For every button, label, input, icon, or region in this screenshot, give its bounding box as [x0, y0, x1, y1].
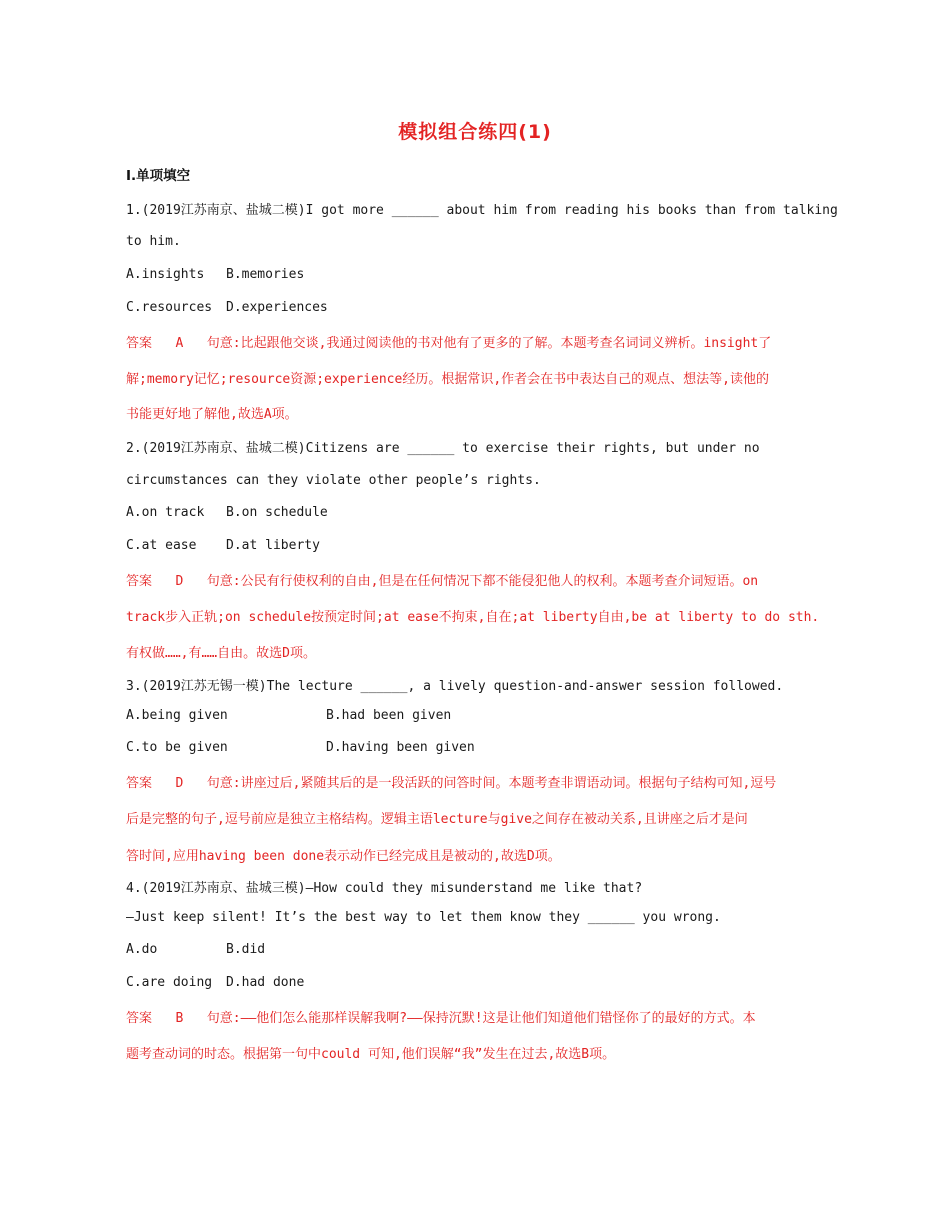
question-3-stem-line-1: 3.(2019江苏无锡一模)The lecture ______, a lively question-and-answer session followed.: [126, 679, 784, 694]
question-2-answer-line-1: 答案 D 句意:公民有行使权利的自由,但是在任何情况下都不能侵犯他人的权利。本题考查介词短语。on: [126, 574, 759, 589]
question-3-answer-line-3: 答时间,应用having been done表示动作已经完成且是被动的,故选D项。: [126, 849, 561, 864]
question-1-answer-line-1: 答案 A 句意:比起跟他交谈,我通过阅读他的书对他有了更多的了解。本题考查名词词义辨析。insight了: [126, 336, 772, 351]
question-1-answer-line-3: 书能更好地了解他,故选A项。: [126, 407, 298, 422]
question-2-answer-line-3: 有权做……,有……自由。故选D项。: [126, 646, 316, 661]
question-2-option-b: B.on schedule: [226, 505, 328, 520]
question-3-option-b: B.had been given: [326, 708, 452, 723]
question-4-stem-line-2: —Just keep silent! It’s the best way to let them know they ______ you wrong.: [126, 910, 721, 925]
question-1-option-b: B.memories: [226, 267, 305, 282]
question-4-option-d: D.had done: [226, 975, 305, 990]
question-2-answer-line-2: track步入正轨;on schedule按预定时间;at ease不拘束,自在;at liberty自由,be at liberty to do sth.: [126, 610, 820, 625]
question-4-option-a: A.do: [126, 942, 158, 957]
question-3-option-a: A.being given: [126, 708, 228, 723]
question-4-stem-line-1: 4.(2019江苏南京、盐城三模)—How could they misunderstand me like that?: [126, 881, 643, 896]
question-2-stem-line-1: 2.(2019江苏南京、盐城二模)Citizens are ______ to exercise their rights, but under no: [126, 441, 760, 456]
question-3-answer-line-1: 答案 D 句意:讲座过后,紧随其后的是一段活跃的问答时间。本题考查非谓语动词。根据句子结构可知,逗号: [126, 776, 777, 791]
question-2-option-c: C.at ease: [126, 538, 197, 553]
question-1-stem-line-1: 1.(2019江苏南京、盐城二模)I got more ______ about him from reading his books than from talking: [126, 203, 838, 218]
page-title: 模拟组合练四(1): [398, 121, 552, 143]
question-1-answer-line-2: 解;memory记忆;resource资源;experience经历。根据常识,作者会在书中表达自己的观点、想法等,读他的: [126, 372, 769, 387]
question-4-answer-line-1: 答案 B 句意:——他们怎么能那样误解我啊?——保持沉默!这是让他们知道他们错怪你了的最好的方式。本: [126, 1011, 756, 1026]
question-3-answer-line-2: 后是完整的句子,逗号前应是独立主格结构。逻辑主语lecture与give之间存在被动关系,且讲座之后才是问: [126, 812, 748, 827]
question-2-option-d: D.at liberty: [226, 538, 320, 553]
question-2-option-a: A.on track: [126, 505, 205, 520]
question-4-option-b: B.did: [226, 942, 266, 957]
question-3-option-d: D.having been given: [326, 740, 475, 755]
question-4-answer-line-2: 题考查动词的时态。根据第一句中could 可知,他们误解“我”发生在过去,故选B项。: [126, 1047, 616, 1062]
question-3-option-c: C.to be given: [126, 740, 228, 755]
question-1-option-d: D.experiences: [226, 300, 328, 315]
section-heading: Ⅰ.单项填空: [126, 168, 191, 184]
question-1-option-a: A.insights: [126, 267, 205, 282]
question-1-option-c: C.resources: [126, 300, 213, 315]
question-4-option-c: C.are doing: [126, 975, 213, 990]
question-1-stem-line-2: to him.: [126, 234, 181, 249]
question-2-stem-line-2: circumstances can they violate other people’s rights.: [126, 473, 541, 488]
